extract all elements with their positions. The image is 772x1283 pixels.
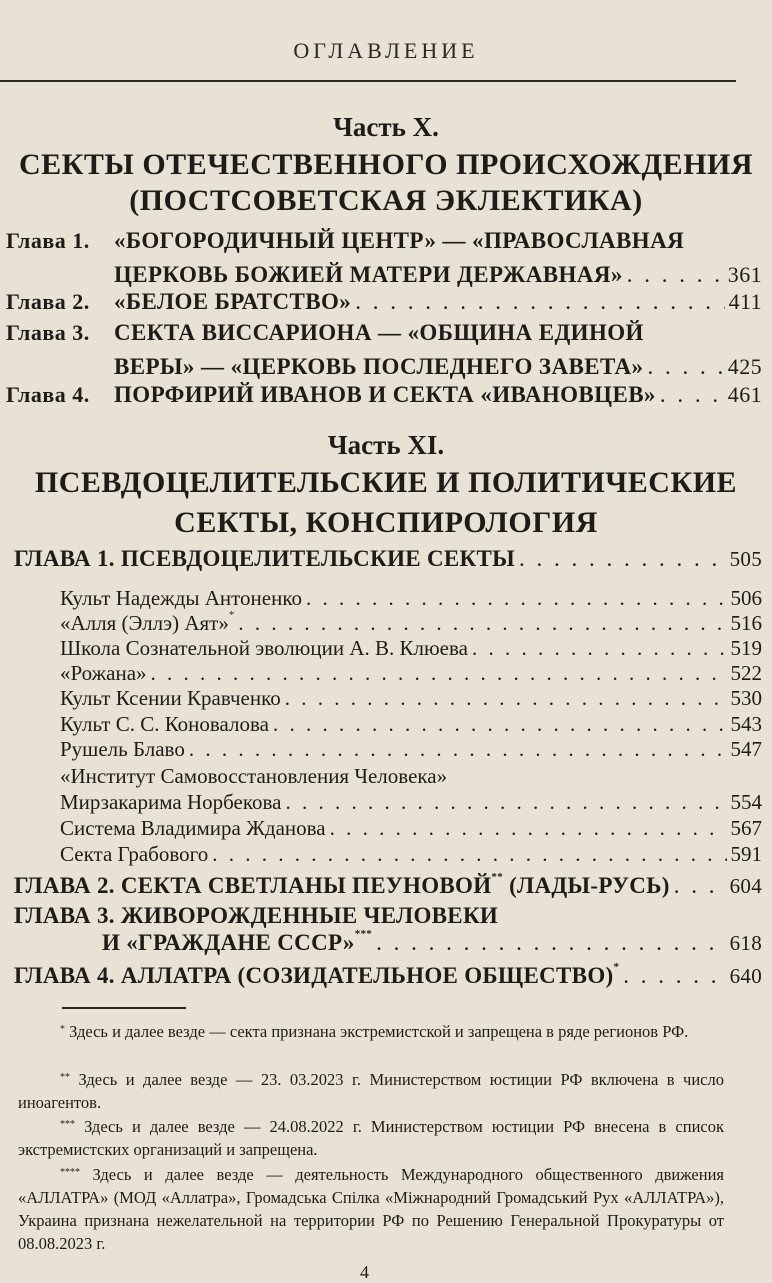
toc-section[interactable] <box>60 842 762 867</box>
chapter-title-line1: «БЕЛОЕ БРАТСТВО» <box>114 289 352 314</box>
chapter-title: ГЛАВА 1. ПСЕВДОЦЕЛИТЕЛЬСКИЕ СЕКТЫ <box>14 546 516 571</box>
toc-chapter-11-2[interactable] <box>14 873 762 899</box>
section-title: Культ Ксении Кравченко <box>60 686 281 710</box>
page-number: 543 <box>730 712 762 736</box>
toc-section[interactable] <box>60 586 762 611</box>
part-11-title-line2: СЕКТЫ, КОНСПИРОЛОГИЯ <box>174 506 598 539</box>
toc-section[interactable] <box>60 686 762 711</box>
chapter-title: ГЛАВА 2. СЕКТА СВЕТЛАНЫ ПЕУНОВОЙ** (ЛАДЫ-РУСЬ) <box>14 871 670 898</box>
leader-dots <box>623 963 725 989</box>
leader-dots <box>151 661 727 686</box>
page-number: 618 <box>729 931 762 955</box>
leader-dots <box>306 586 727 611</box>
running-head: ОГЛАВЛЕНИЕ <box>293 38 479 63</box>
chapter-title-line1: СЕКТА ВИССАРИОНА — «ОБЩИНА ЕДИНОЙ <box>114 320 644 345</box>
section-title: «Рожана» <box>60 661 147 685</box>
leader-dots <box>330 816 727 841</box>
part-11-label: Часть XI. <box>327 430 445 460</box>
page-number: 425 <box>727 354 762 379</box>
chapter-title-line1: ПОРФИРИЙ ИВАНОВ И СЕКТА «ИВАНОВЦЕВ» <box>114 382 656 407</box>
page-number: 554 <box>730 790 762 814</box>
leader-dots <box>519 546 726 572</box>
toc-section[interactable] <box>60 611 762 636</box>
chapter-title-line2: ВЕРЫ» — «ЦЕРКОВЬ ПОСЛЕДНЕГО ЗАВЕТА» <box>114 354 644 379</box>
header-rule <box>0 80 736 82</box>
page-number: 506 <box>730 586 762 610</box>
part-10-title-line1: СЕКТЫ ОТЕЧЕСТВЕННОГО ПРОИСХОЖДЕНИЯ <box>18 148 754 181</box>
footnote-marker: **** <box>60 1167 80 1178</box>
toc-section[interactable] <box>60 636 762 661</box>
footnote-marker: *** <box>60 1119 75 1130</box>
page-number: 411 <box>728 289 762 314</box>
footnote-rule <box>62 1007 186 1009</box>
footnote-2 <box>18 1068 724 1114</box>
section-title: Мирзакарима Норбекова <box>60 790 282 814</box>
chapter-title-line1: ГЛАВА 3. ЖИВОРОЖДЕННЫЕ ЧЕЛОВЕКИ <box>14 903 499 928</box>
leader-dots <box>189 737 727 762</box>
footnote-mark: ** <box>491 871 504 883</box>
footnote-marker: * <box>60 1024 65 1035</box>
leader-dots <box>273 712 727 737</box>
chapter-title-line2: ЦЕРКОВЬ БОЖИЕЙ МАТЕРИ ДЕРЖАВНАЯ» <box>114 262 623 287</box>
section-title: Система Владимира Жданова <box>60 816 326 840</box>
footnote-text: Здесь и далее везде — секта признана экстремистской и запрещена в ряде регионов РФ. <box>65 1022 689 1041</box>
page-number: 461 <box>727 382 762 407</box>
leader-dots <box>285 790 726 815</box>
section-title: Культ С. С. Коновалова <box>60 712 269 736</box>
page-number: 519 <box>730 636 762 660</box>
footnote-text: Здесь и далее везде — деятельность Международного общественного движения «АЛЛАТРА» (МОД «Аллатра», Громадська Спілка «Міжнародний Громадський Рух «АЛЛАТРА»), Украина признана нежелательной на территории РФ по Решению Генеральной Прокуратуры от 08.08.2023 г. <box>18 1165 724 1253</box>
section-title: Культ Надежды Антоненко <box>60 586 302 610</box>
footnote-marker: ** <box>60 1072 70 1083</box>
chapter-number: Глава 3. <box>6 320 90 345</box>
chapter-number: Глава 4. <box>6 382 90 407</box>
page-number: 640 <box>729 964 762 988</box>
footnote-1 <box>18 1020 724 1043</box>
footnote-mark: * <box>613 961 620 973</box>
section-title: Школа Сознательной эволюции А. В. Клюева <box>60 636 468 660</box>
part-10-title-line2: (ПОСТСОВЕТСКАЯ ЭКЛЕКТИКА) <box>129 184 643 217</box>
page-number: 591 <box>730 842 762 866</box>
footnote-text: Здесь и далее везде — 24.08.2022 г. Министерством юстиции РФ внесена в список экстремистских организаций и запрещена. <box>18 1117 724 1159</box>
toc-chapter-11-1[interactable] <box>14 546 762 572</box>
chapter-number: Глава 2. <box>6 289 90 314</box>
leader-dots <box>238 611 726 636</box>
footnote-text: Здесь и далее везде — 23. 03.2023 г. Министерством юстиции РФ включена в число иноагентов. <box>18 1070 724 1112</box>
chapter-title-line2: И «ГРАЖДАНЕ СССР»*** <box>102 928 373 955</box>
section-title: «Институт Самовосстановления Человека» <box>60 764 448 788</box>
toc-chapter-11-3-line1[interactable] <box>14 903 762 929</box>
toc-section[interactable] <box>60 712 762 737</box>
page-number: 361 <box>727 262 762 287</box>
toc-section[interactable] <box>60 816 762 841</box>
leader-dots <box>376 930 725 956</box>
page-number: 505 <box>729 547 762 571</box>
section-title: «Алля (Эллэ) Аят»* <box>60 609 235 635</box>
toc-section-line1[interactable] <box>60 764 762 789</box>
footnote-mark: *** <box>354 928 373 940</box>
chapter-number: Глава 1. <box>6 228 90 253</box>
leader-dots <box>472 636 727 661</box>
part-10-label: Часть X. <box>333 112 439 142</box>
leader-dots <box>674 873 726 899</box>
page-number: 567 <box>730 816 762 840</box>
page-folio: 4 <box>360 1262 369 1282</box>
page-number: 516 <box>730 611 762 635</box>
footnote-3 <box>18 1115 724 1161</box>
footnote-mark: * <box>228 609 235 621</box>
toc-section[interactable] <box>60 790 762 815</box>
page-number: 530 <box>730 686 762 710</box>
page-number: 547 <box>730 737 762 761</box>
part-11-title-line1: ПСЕВДОЦЕЛИТЕЛЬСКИЕ И ПОЛИТИЧЕСКИЕ <box>34 466 738 499</box>
toc-section[interactable] <box>60 661 762 686</box>
leader-dots <box>285 686 727 711</box>
page-number: 522 <box>730 661 762 685</box>
toc-section[interactable] <box>60 737 762 762</box>
chapter-title: ГЛАВА 4. АЛЛАТРА (СОЗИДАТЕЛЬНОЕ ОБЩЕСТВО)* <box>14 961 620 988</box>
footnote-4 <box>18 1163 724 1255</box>
leader-dots <box>212 842 726 867</box>
section-title: Рушель Блаво <box>60 737 185 761</box>
leader-dots <box>660 378 724 412</box>
chapter-title-line1: «БОГОРОДИЧНЫЙ ЦЕНТР» — «ПРАВОСЛАВНАЯ <box>114 228 685 253</box>
toc-chapter-11-4[interactable] <box>14 963 762 989</box>
toc-chapter-11-3[interactable] <box>14 930 762 956</box>
page-number: 604 <box>729 874 762 898</box>
section-title: Секта Грабового <box>60 842 209 866</box>
leader-dots <box>355 285 724 319</box>
